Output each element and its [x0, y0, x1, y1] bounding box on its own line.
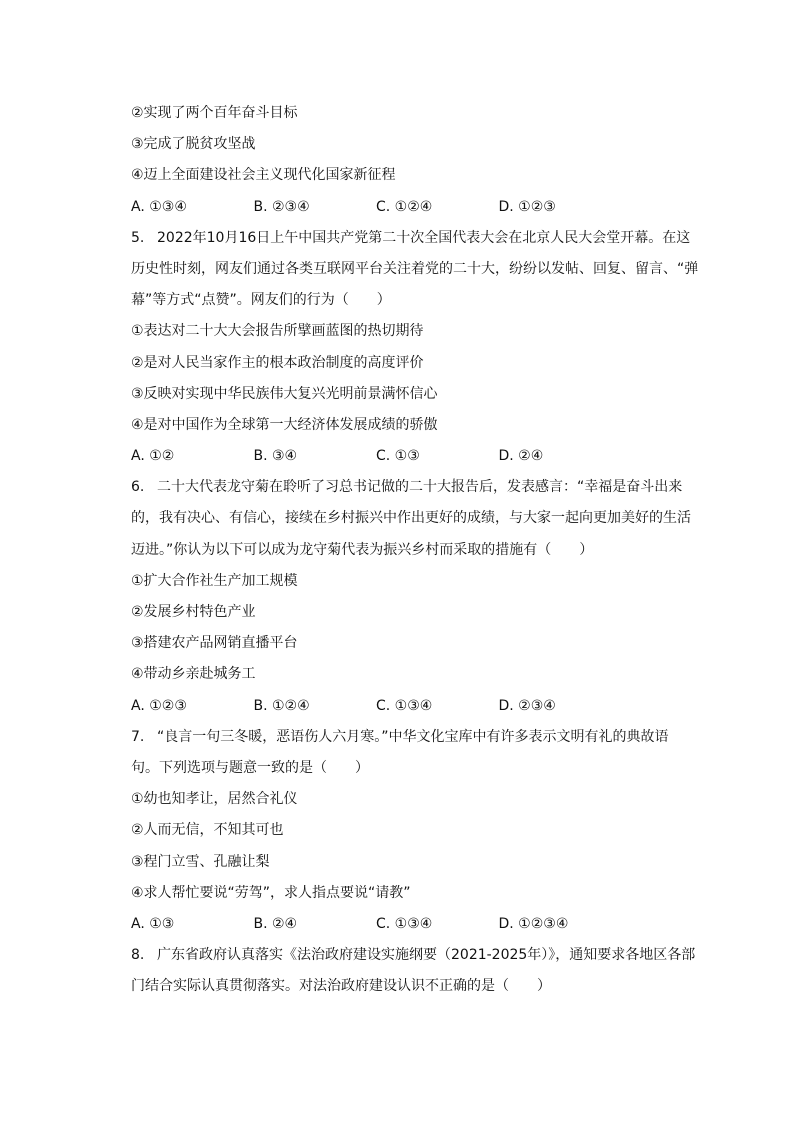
- q8-number: 8.: [131, 947, 145, 964]
- q5-item-1: ①表达对二十大大会报告所擘画蓝图的热切期待: [131, 323, 424, 340]
- q6-stem-line-2: 的，我有决心、有信心，接续在乡村振兴中作出更好的成绩，与大家一起向更加美好的生活: [131, 510, 691, 527]
- q5-option-c: C. ①③: [376, 448, 420, 465]
- q6-stem-text-1: 二十大代表龙守菊在聆听了习总书记做的二十大报告后，发表感言：“幸福是奋斗出来: [157, 479, 683, 496]
- q4-item-4: ④迈上全面建设社会主义现代化国家新征程: [131, 167, 396, 184]
- q6-item-3: ③搭建农产品网销直播平台: [131, 635, 298, 652]
- q5-number: 5.: [131, 229, 145, 246]
- q7-stem-line-2: 句。下列选项与题意一致的是（ ）: [131, 759, 369, 776]
- q5-item-2: ②是对人民当家作主的根本政治制度的高度评价: [131, 354, 424, 371]
- q5-stem-line-2: 历史性时刻，网友们通过各类互联网平台关注着党的二十大，纷纷以发帖、回复、留言、“弹: [131, 260, 699, 277]
- q6-options: [131, 691, 693, 722]
- q6-stem-line-3: 迈进。”你认为以下可以成为龙守菊代表为振兴乡村而采取的措施有（ ）: [131, 541, 594, 558]
- q4-option-b: B. ②③④: [253, 198, 310, 215]
- q6-option-a: A. ①②③: [131, 697, 187, 714]
- q8-stem-text-1: 广东省政府认真落实《法治政府建设实施纲要（2021-2025年）》，通知要求各地区各部: [157, 947, 696, 964]
- q4-options: [131, 192, 693, 223]
- q6-item-4: ④带动乡亲赴城务工: [131, 666, 256, 683]
- q4-option-a: A. ①③④: [131, 198, 187, 215]
- q7-option-c: C. ①③④: [376, 915, 433, 932]
- q5-option-b: B. ③④: [253, 448, 298, 465]
- q7-option-b: B. ②④: [253, 915, 298, 932]
- q7-item-2: ②人而无信，不知其可也: [131, 822, 284, 839]
- q5-stem-text-1: 2022年10月16日上午中国共产党第二十次全国代表大会在北京人民大会堂开幕。在这: [157, 229, 691, 246]
- q5-stem-line-1: [131, 223, 693, 254]
- q5-option-d: D. ②④: [498, 448, 544, 465]
- q7-options: [131, 909, 693, 940]
- q6-option-b: B. ①②④: [253, 697, 310, 714]
- q6-option-c: C. ①③④: [376, 697, 433, 714]
- q5-item-3: ③反映对实现中华民族伟大复兴光明前景满怀信心: [131, 385, 438, 402]
- q6-option-d: D. ②③④: [498, 697, 556, 714]
- q7-number: 7.: [131, 728, 145, 745]
- q6-number: 6.: [131, 479, 145, 496]
- q6-stem-line-1: [131, 472, 693, 503]
- q5-option-a: A. ①②: [131, 448, 175, 465]
- q5-options: [131, 441, 693, 472]
- q4-option-d: D. ①②③: [498, 198, 556, 215]
- q5-item-4: ④是对中国作为全球第一大经济体发展成绩的骄傲: [131, 416, 438, 433]
- q7-option-a: A. ①③: [131, 915, 175, 932]
- q7-option-d: D. ①②③④: [498, 915, 569, 932]
- q7-item-4: ④求人帮忙要说“劳驾”，求人指点要说“请教”: [131, 884, 411, 901]
- q7-stem-text-1: “良言一句三冬暖，恶语伤人六月寒。”中华文化宝库中有许多表示文明有礼的典故语: [157, 728, 669, 745]
- q4-item-2: ②实现了两个百年奋斗目标: [131, 105, 298, 121]
- q7-item-3: ③程门立雪、孔融让梨: [131, 853, 270, 870]
- q7-stem-line-1: [131, 722, 693, 753]
- q7-item-1: ①幼也知孝让，居然合礼仪: [131, 791, 298, 808]
- q6-item-2: ②发展乡村特色产业: [131, 604, 256, 620]
- q6-item-1: ①扩大合作社生产加工规模: [131, 572, 298, 589]
- exam-content: [131, 98, 699, 1002]
- q5-stem-line-3: 幕”等方式“点赞”。网友们的行为（ ）: [131, 292, 391, 309]
- q8-stem-line-1: [131, 940, 696, 971]
- q4-option-c: C. ①②④: [376, 198, 433, 215]
- q4-item-3: ③完成了脱贫攻坚战: [131, 136, 256, 153]
- q8-stem-line-2: 门结合实际认真贯彻落实。对法治政府建设认识不正确的是（ ）: [131, 978, 551, 995]
